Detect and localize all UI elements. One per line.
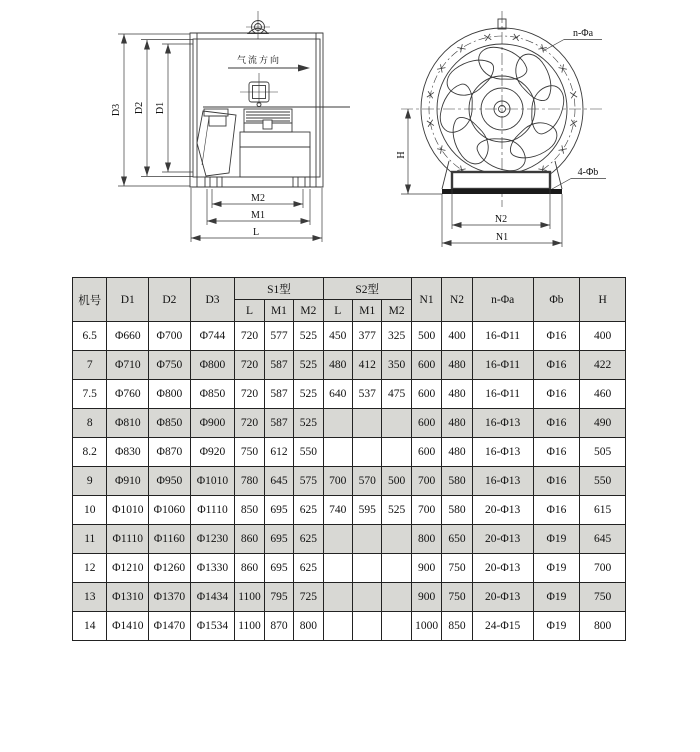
table-cell: Φ16	[533, 438, 580, 467]
table-cell: 700	[323, 467, 352, 496]
table-cell: Φ920	[190, 438, 235, 467]
table-cell: 612	[264, 438, 293, 467]
table-cell	[382, 438, 411, 467]
table-cell: Φ850	[149, 409, 191, 438]
dim-label-d2: D2	[134, 101, 145, 115]
table-cell	[353, 554, 382, 583]
table-cell: 490	[580, 409, 626, 438]
table-cell: 900	[411, 583, 441, 612]
table-cell	[353, 409, 382, 438]
inlet-flange	[190, 33, 197, 187]
table-cell: 577	[264, 322, 293, 351]
table-cell: Φ810	[107, 409, 149, 438]
table-cell: 525	[382, 496, 411, 525]
table-cell: Φ870	[149, 438, 191, 467]
table-cell: 750	[235, 438, 264, 467]
table-cell: Φ1434	[190, 583, 235, 612]
table-cell: 422	[580, 351, 626, 380]
table-cell: Φ910	[107, 467, 149, 496]
table-cell: 800	[411, 525, 441, 554]
table-cell	[323, 409, 352, 438]
fan-front-view-drawing	[385, 5, 655, 255]
table-cell: 16-Φ11	[472, 380, 533, 409]
table-cell: 10	[73, 496, 107, 525]
table-cell: 14	[73, 612, 107, 641]
table-cell: Φ760	[107, 380, 149, 409]
header-n1: N1	[411, 278, 441, 322]
mounting-feet	[205, 177, 310, 187]
table-cell	[353, 583, 382, 612]
header-d3: D3	[190, 278, 235, 322]
table-cell: 795	[264, 583, 293, 612]
table-cell: 860	[235, 525, 264, 554]
table-cell: 20-Φ13	[472, 554, 533, 583]
table-cell: 16-Φ11	[472, 322, 533, 351]
table-cell: Φ19	[533, 525, 580, 554]
table-row	[73, 380, 626, 409]
table-cell: 850	[235, 496, 264, 525]
table-cell: 600	[411, 351, 441, 380]
table-header	[73, 278, 626, 322]
table-cell: 700	[580, 554, 626, 583]
table-cell	[382, 525, 411, 554]
table-cell: Φ16	[533, 322, 580, 351]
table-cell: 525	[294, 409, 323, 438]
table-cell: Φ1110	[190, 496, 235, 525]
table-cell: 870	[264, 612, 293, 641]
table-cell	[323, 525, 352, 554]
table-cell: Φ900	[190, 409, 235, 438]
table-cell: 8	[73, 409, 107, 438]
table-row	[73, 409, 626, 438]
table-cell: 625	[294, 554, 323, 583]
table-cell: 525	[294, 380, 323, 409]
dimensions-table	[72, 277, 626, 641]
table-cell: Φ16	[533, 496, 580, 525]
bolt-hole-mark	[437, 145, 445, 153]
table-cell: 537	[353, 380, 382, 409]
table-cell: 860	[235, 554, 264, 583]
table-cell: 13	[73, 583, 107, 612]
table-cell: 480	[323, 351, 352, 380]
table-cell: 480	[442, 351, 472, 380]
header-s1-group: S1型	[235, 278, 323, 300]
table-cell: 600	[411, 380, 441, 409]
dim-label-l: L	[252, 227, 260, 238]
table-cell: 600	[411, 438, 441, 467]
table-cell: 650	[442, 525, 472, 554]
table-cell: Φ1210	[107, 554, 149, 583]
table-cell: 580	[442, 496, 472, 525]
bolt-hole-mark	[457, 44, 465, 52]
table-cell: Φ1060	[149, 496, 191, 525]
header-h: H	[580, 278, 626, 322]
table-cell: Φ19	[533, 612, 580, 641]
table-row	[73, 612, 626, 641]
dimension-d2	[141, 40, 193, 177]
table-cell: 595	[353, 496, 382, 525]
table-cell: 695	[264, 525, 293, 554]
dimension-d3	[118, 34, 190, 186]
table-cell	[353, 438, 382, 467]
table-cell: Φ1470	[149, 612, 191, 641]
table-cell: Φ16	[533, 380, 580, 409]
table-cell: Φ1160	[149, 525, 191, 554]
table-cell: 750	[442, 554, 472, 583]
table-cell: Φ1260	[149, 554, 191, 583]
table-cell: 16-Φ13	[472, 467, 533, 496]
table-cell: 700	[411, 467, 441, 496]
base-frame	[452, 172, 550, 189]
table-cell: 720	[235, 351, 264, 380]
table-cell: Φ660	[107, 322, 149, 351]
table-cell: 480	[442, 380, 472, 409]
table-cell: Φ1534	[190, 612, 235, 641]
table-cell: 725	[294, 583, 323, 612]
table-cell: Φ19	[533, 583, 580, 612]
table-cell: Φ1230	[190, 525, 235, 554]
table-row	[73, 438, 626, 467]
table-cell: Φ19	[533, 554, 580, 583]
table-cell: 625	[294, 496, 323, 525]
outlet-flange	[316, 33, 323, 187]
table-cell: Φ744	[190, 322, 235, 351]
table-cell: 16-Φ11	[472, 351, 533, 380]
table-cell: 400	[442, 322, 472, 351]
bolt-hole-mark	[570, 91, 577, 98]
header-s2-m1: M1	[353, 300, 382, 322]
table-cell: Φ800	[149, 380, 191, 409]
table-cell: 850	[442, 612, 472, 641]
table-cell: Φ16	[533, 467, 580, 496]
bolt-hole-mark	[484, 34, 491, 41]
table-cell	[382, 612, 411, 641]
dim-label-m1: M1	[251, 210, 265, 221]
table-cell	[382, 554, 411, 583]
table-cell: 12	[73, 554, 107, 583]
table-cell: 20-Φ13	[472, 583, 533, 612]
header-model: 机号	[73, 278, 107, 322]
table-cell: Φ800	[190, 351, 235, 380]
table-cell: 7	[73, 351, 107, 380]
table-cell: 720	[235, 409, 264, 438]
table-cell: 8.2	[73, 438, 107, 467]
table-cell: Φ1110	[107, 525, 149, 554]
table-cell	[323, 612, 352, 641]
base-holes-label: 4-Φb	[577, 167, 599, 178]
bolt-hole-mark	[427, 120, 434, 127]
table-cell: Φ1010	[190, 467, 235, 496]
fan-side-view-drawing	[78, 5, 378, 255]
table-cell: Φ1010	[107, 496, 149, 525]
table-cell: 7.5	[73, 380, 107, 409]
table-cell: Φ1330	[190, 554, 235, 583]
table-row	[73, 467, 626, 496]
table-cell: 695	[264, 554, 293, 583]
dimension-d1	[162, 44, 193, 172]
table-cell: 750	[580, 583, 626, 612]
table-cell: 505	[580, 438, 626, 467]
table-cell: 570	[353, 467, 382, 496]
table-cell: 20-Φ13	[472, 525, 533, 554]
table-cell: 780	[235, 467, 264, 496]
header-phi-b: Φb	[533, 278, 580, 322]
table-cell: 500	[382, 467, 411, 496]
table-cell	[353, 525, 382, 554]
table-cell	[323, 554, 352, 583]
bolt-hole-mark	[570, 120, 577, 127]
table-cell: 550	[294, 438, 323, 467]
table-cell: 645	[264, 467, 293, 496]
table-cell: Φ16	[533, 409, 580, 438]
dimension-h	[401, 109, 442, 194]
table-cell: 460	[580, 380, 626, 409]
bolt-hole-mark	[559, 64, 567, 72]
table-cell: 800	[294, 612, 323, 641]
header-s2-group: S2型	[323, 278, 411, 300]
table-cell: 11	[73, 525, 107, 554]
table-cell: 700	[411, 496, 441, 525]
table-cell: Φ850	[190, 380, 235, 409]
airflow-direction-label: 气流方向	[236, 55, 282, 65]
bolt-hole-mark	[427, 91, 434, 98]
table-cell: 412	[353, 351, 382, 380]
table-cell: 550	[580, 467, 626, 496]
flange-holes-label: n-Φa	[572, 28, 594, 39]
table-cell	[382, 583, 411, 612]
bolt-hole-mark	[538, 44, 546, 52]
table-cell: 1100	[235, 583, 264, 612]
table-cell: 20-Φ13	[472, 496, 533, 525]
fan-blade	[479, 47, 527, 79]
dim-label-n2: N2	[494, 214, 508, 225]
table-cell: 16-Φ13	[472, 409, 533, 438]
table-cell: Φ1310	[107, 583, 149, 612]
table-cell: 16-Φ13	[472, 438, 533, 467]
table-row	[73, 554, 626, 583]
table-cell: 377	[353, 322, 382, 351]
table-row	[73, 525, 626, 554]
table-cell: 1000	[411, 612, 441, 641]
table-cell	[323, 438, 352, 467]
table-cell: 475	[382, 380, 411, 409]
motor-assembly	[203, 107, 350, 177]
junction-box-icon	[240, 73, 278, 107]
table-cell: 900	[411, 554, 441, 583]
table-cell: 450	[323, 322, 352, 351]
table-cell: 500	[411, 322, 441, 351]
table-cell: 24-Φ15	[472, 612, 533, 641]
dim-label-d3: D3	[111, 103, 122, 117]
table-cell: 480	[442, 409, 472, 438]
table-cell: Φ1410	[107, 612, 149, 641]
header-n-phi-a: n-Φa	[472, 278, 533, 322]
table-cell: 587	[264, 351, 293, 380]
bolt-hole-mark	[437, 64, 445, 72]
header-s1-m1: M1	[264, 300, 293, 322]
table-cell: 800	[580, 612, 626, 641]
table-cell: 350	[382, 351, 411, 380]
table-cell	[382, 409, 411, 438]
table-row	[73, 583, 626, 612]
header-s2-l: L	[323, 300, 352, 322]
header-n2: N2	[442, 278, 472, 322]
dim-label-d1: D1	[155, 101, 166, 115]
header-s1-m2: M2	[294, 300, 323, 322]
table-row	[73, 351, 626, 380]
header-s2-m2: M2	[382, 300, 411, 322]
fan-blade	[532, 86, 564, 134]
table-cell: Φ830	[107, 438, 149, 467]
table-cell: Φ710	[107, 351, 149, 380]
table-cell	[323, 583, 352, 612]
impeller-blade-side	[197, 109, 236, 176]
table-cell: 525	[294, 351, 323, 380]
base-plate	[442, 189, 562, 194]
dim-label-n1: N1	[495, 232, 509, 243]
table-cell	[353, 612, 382, 641]
table-cell: 400	[580, 322, 626, 351]
table-cell: 325	[382, 322, 411, 351]
table-cell: Φ750	[149, 351, 191, 380]
fan-blade	[477, 139, 525, 171]
table-cell: 587	[264, 380, 293, 409]
table-cell: Φ700	[149, 322, 191, 351]
table-cell: 615	[580, 496, 626, 525]
table-cell: 695	[264, 496, 293, 525]
eyebolt-icon	[246, 11, 270, 39]
table-cell: 740	[323, 496, 352, 525]
table-cell: 640	[323, 380, 352, 409]
bolt-hole-mark	[559, 145, 567, 153]
airflow-arrow	[228, 65, 310, 72]
table-row	[73, 496, 626, 525]
fan-blade	[440, 84, 472, 132]
bolt-hole-mark	[513, 34, 520, 41]
table-cell: 600	[411, 409, 441, 438]
header-s1-l: L	[235, 300, 264, 322]
table-cell: Φ1370	[149, 583, 191, 612]
table-cell: Φ16	[533, 351, 580, 380]
table-cell: Φ950	[149, 467, 191, 496]
dim-label-m2: M2	[251, 193, 265, 204]
table-cell: 580	[442, 467, 472, 496]
table-cell: 625	[294, 525, 323, 554]
table-cell: 1100	[235, 612, 264, 641]
table-cell: 9	[73, 467, 107, 496]
header-d1: D1	[107, 278, 149, 322]
table-row	[73, 322, 626, 351]
table-body	[73, 322, 626, 641]
table-cell: 587	[264, 409, 293, 438]
table-cell: 525	[294, 322, 323, 351]
table-cell: 645	[580, 525, 626, 554]
table-cell: 6.5	[73, 322, 107, 351]
table-cell: 720	[235, 380, 264, 409]
table-cell: 720	[235, 322, 264, 351]
table-cell: 575	[294, 467, 323, 496]
table-cell: 750	[442, 583, 472, 612]
header-d2: D2	[149, 278, 191, 322]
dim-label-h: H	[396, 151, 407, 159]
table-cell: 480	[442, 438, 472, 467]
